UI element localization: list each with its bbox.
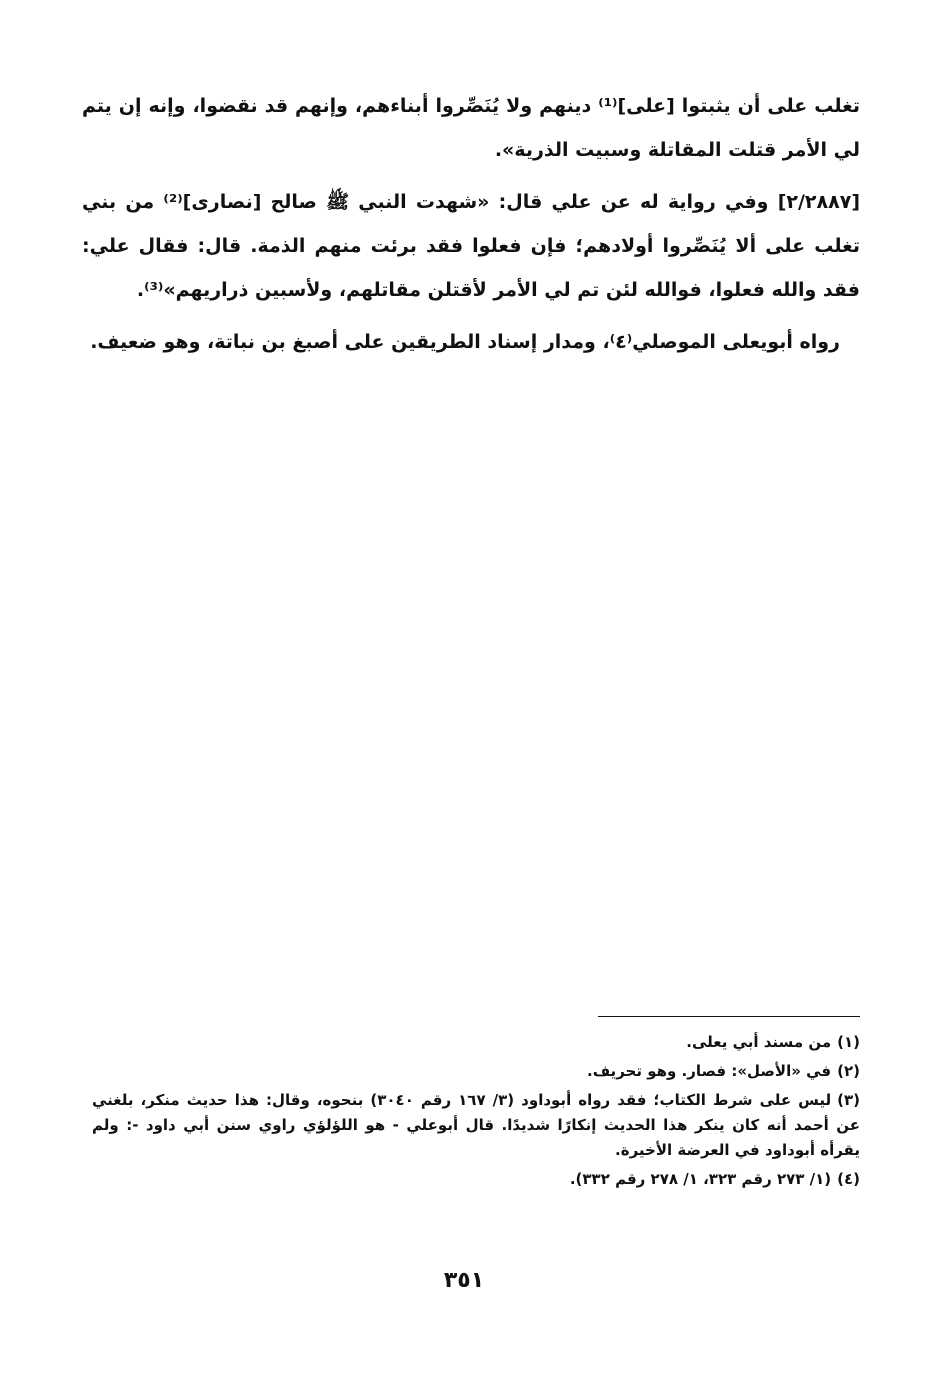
paragraph-3: رواه أبويعلى الموصلي⁽٤⁾، ومدار إسناد الطريقين على أصبغ بن نباتة، وهو ضعيف. (90, 331, 840, 353)
footnote-text: (١/ ٢٧٣ رقم ٣٢٣، ١/ ٢٧٨ رقم ٣٣٢). (569, 1170, 832, 1188)
page-number: ٣٥١ (443, 1268, 485, 1293)
footnote-text: ليس على شرط الكتاب؛ فقد رواه أبوداود (٣/ ١٦٧ رقم ٣٠٤٠) بنحوه، وقال: هذا حديث منكر، بلغني عن أحمد أنه كان ينكر هذا الحديث إنكارًا شديدًا. قال أبوعلي - هو اللؤلؤي راوي سنن أبي داود -: ولم يقرأه أبوداود في العرضة الأخيرة. (92, 1091, 860, 1159)
paragraph-2 (82, 180, 860, 312)
footnote-3 (92, 1088, 860, 1163)
footnote-number: (٤) (837, 1170, 860, 1188)
footnote-text: من مسند أبي يعلى. (686, 1033, 832, 1051)
paragraph-2-text: وفي رواية له عن علي قال: «شهدت النبي ﷺ صالح [نصارى]⁽²⁾ من بني تغلب على ألا يُنَصِّروا أولادهم؛ فإن فعلوا فقد برئت منهم الذمة. قال: فقال علي: فقد والله فعلوا، فوالله لئن تم لي الأمر لأقتلن مقاتلهم، ولأسبين ذراريهم»⁽³⁾. (82, 191, 860, 301)
footnotes (92, 1030, 860, 1196)
footnote-number: (٢) (837, 1062, 860, 1080)
footnote-1 (92, 1030, 860, 1055)
footnote-2 (92, 1059, 860, 1084)
main-text (82, 84, 860, 364)
footnote-number: (٣) (837, 1091, 860, 1109)
paragraph-1: تغلب على أن يثبتوا [على]⁽¹⁾ دينهم ولا يُنَصِّروا أبناءهم، وإنهم قد نقضوا، وإنه إن يتم لي الأمر قتلت المقاتلة وسبيت الذرية». (82, 95, 861, 161)
hadith-number: [٢/٢٨٨٧] (777, 191, 860, 213)
footnote-number: (١) (837, 1033, 860, 1051)
footnote-separator (598, 1016, 860, 1017)
footnote-text: في «الأصل»: فصار. وهو تحريف. (587, 1062, 832, 1080)
footnote-4 (92, 1167, 860, 1192)
